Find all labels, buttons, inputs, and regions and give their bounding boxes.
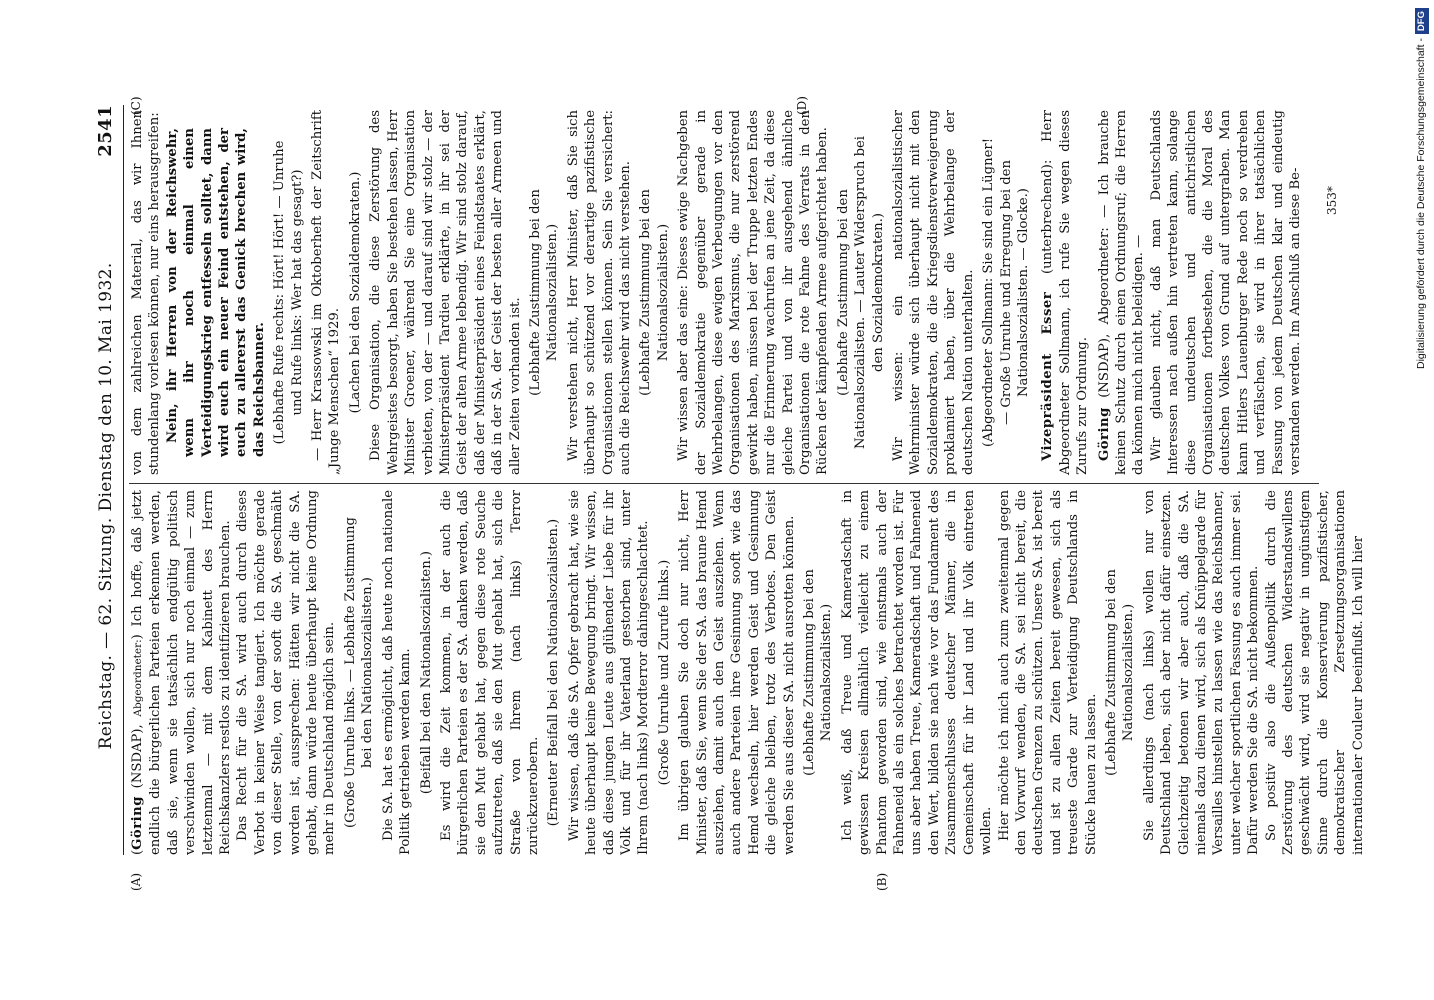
- paragraph: von dem zahlreichen Material, das wir Ihnen stundenlang vorlesen können, nur eins herausgreifen:: [130, 110, 163, 475]
- running-head-title: Reichstag. — 62. Sitzung. Dienstag den 10. Mai 1932.: [96, 262, 116, 750]
- interjection: (Beifall bei den Nationalsozialisten.): [418, 550, 434, 795]
- speaker-role: Abgeordneter:: [132, 639, 144, 717]
- interjection: (Lebhafte Zustimmung bei den Nationalsozialisten.): [638, 189, 671, 396]
- header-rule: [123, 105, 124, 855]
- paragraph: Es wird die Zeit kommen, in der auch die bürgerlichen Parteien es der SA. danken werden, daß sie den Mut gehabt hat, gegen diese rote Seuche aufzutreten, daß sie den Mut gehabt hat, sich die Straße von Ihrem (nach links) Terror zurückzuerobern.: [438, 490, 541, 855]
- footer-mark: 353*: [1325, 186, 1339, 215]
- speaker-party: (NSDAP),: [130, 724, 145, 789]
- paragraph: (Göring (NSDAP), Abgeordneter:) Ich hoffe, daß jetzt endlich die bürgerlichen Parteien erkennen werden, daß sie, wenn sie tatsächlich endgültig politisch verschwinden wollen, sich nur noch einmal — zum letztenmal — mit dem Kabinett des Herrn Reichskanzlers restlos zu identifizieren brauchen.: [130, 490, 234, 855]
- interjection: (Große Unruhe und Zurufe links.): [656, 559, 672, 786]
- paragraph-text: Ich hoffe, daß jetzt endlich die bürgerlichen Parteien erkennen werden, daß sie, wenn sie tatsächlich endgültig politisch verschwinden wollen, sich nur noch einmal — zum letztenmal — mit dem Kabinett des Herrn Reichskanzlers restlos zu identifizieren brauchen.: [130, 490, 234, 855]
- interjection: (Lebhafte Rufe rechts: Hört! Hört! — Unruhe und Rufe links: Wer hat das gesagt?): [272, 140, 305, 445]
- left-column: [129, 490, 1367, 855]
- interjection: (Erneuter Beifall bei den Nationalsozialisten.): [546, 518, 562, 827]
- running-head: [95, 105, 121, 855]
- paragraph-text: (NSDAP), Abgeordneter: — Ich brauche keinen Schutz durch einen Ordnungsruf; die Herren da können mich nicht beleidigen. —: [1096, 110, 1147, 475]
- interjection: (Große Unruhe links. — Lebhafte Zustimmung bei den Nationalsozialisten.): [342, 517, 376, 828]
- margin-marker-a: (A): [129, 872, 143, 891]
- margin-marker-b: (B): [875, 872, 889, 891]
- paragraph: Wir verstehen nicht, Herr Minister, daß Sie sich überhaupt so schützend vor derartige pazifistische Organisationen stellen können. Sein Sie versichert: auch die Reichswehr wird das nicht verstehen.: [565, 110, 633, 475]
- page-wrap: [95, 95, 1385, 895]
- interjection: (Lebhafte Zustimmung bei den Nationalsozialisten.): [527, 189, 561, 396]
- paragraph: Die SA. hat es ermöglicht, daß heute noch nationale Politik getrieben werden kann.: [380, 490, 414, 855]
- paragraph: — Herr Krassowski im Oktoberheft der Zeitschrift „Junge Menschen“ 1929.: [310, 110, 343, 475]
- margin-marker-d: (D): [795, 96, 809, 115]
- interjection: (Lebhafte Zustimmung bei den Nationalsozialisten.): [802, 569, 835, 776]
- page-number: 2541: [95, 105, 116, 157]
- quotation: Nein, ihr Herren von der Reichswehr, wenn ihr noch einmal einen Verteidigungskrieg entfesseln solltet, dann wird euch ein neuer Feind entstehen, der euch zu allererst das Genick brechen wird, das Reichsbanner.: [164, 128, 267, 457]
- paragraph: Wir glauben nicht, daß man Deutschlands Interessen nach außen hin vertreten kann, solange diese undeutschen und antichristlichen Organisationen fortbestehen, die die Moral des deutschen Volkes von Grund auf untergraben. Man kann Hitlers Lauenburger Rede noch so verdrehen und verfälschen, sie wird in ihrer tatsächlichen Fassung von jedem Deutschen klar und eindeutig verstanden werden. Im Anschluß an diese Be-: [1148, 110, 1303, 475]
- side-credit: [1414, 8, 1428, 668]
- column-divider: [129, 483, 1319, 484]
- paragraph: Wir wissen, daß die SA. Opfer gebracht hat, wie sie heute überhaupt keine Bewegung bringt. Wir wissen, daß diese jungen Leute aus glühender Liebe für ihr Volk und für ihr Vaterland gestorben sind, unter Ihrem (nach links) Mordterror dahingeschlachtet.: [566, 490, 652, 855]
- paragraph: Diese Organisation, die diese Zerstörung des Wehrgeistes besorgt, haben Sie bestehen lassen, Herr Minister Groener, während Sie eine Organisation verbieten, von der — und darauf sind wir stolz — der Ministerpräsident Tardieu erklärte, in ihr sei der Geist der alten Armee lebendig. Wir sind stolz darauf, daß der Ministerpräsident eines Feindstaates erklärt, daß in der SA. der Geist der besten aller Armeen und aller Zeiten vorhanden ist.: [368, 110, 523, 475]
- side-credit-label: Digitalisierung gefördert durch die Deutsche Forschungsgemeinschaft -: [1415, 38, 1427, 369]
- right-column: [129, 110, 1304, 475]
- interjection: (Lebhafte Zustimmung bei den Nationalsozialisten.): [1103, 569, 1137, 776]
- paragraph: Das Recht für die SA. wird auch durch dieses Verbot in keiner Weise tangiert. Ich möchte gerade von dieser Stelle, von der sooft die SA. geschmäht worden ist, aussprechen: Hätten wir nicht die SA. gehabt, dann würde heute überhaupt keine Ordnung mehr in Deutschland möglich sein.: [235, 490, 338, 855]
- margin-marker-c: (C): [129, 96, 143, 115]
- interjection: (Lachen bei den Sozialdemokraten.): [347, 171, 363, 414]
- paragraph-text: (unterbrechend): Herr Abgeordneter Sollmann, ich rufe Sie wegen dieses Zurufs zur Ordnung.: [1040, 110, 1091, 475]
- paragraph: [1039, 110, 1091, 475]
- speaker-name: Vizepräsident Esser: [1040, 291, 1056, 461]
- paragraph: Sie allerdings (nach links) wollen nur von Deutschland leben, sich aber nicht dafür einsetzen. Gleichzeitig betonen wir aber auch, daß die SA. niemals dazu dienen wird, sich als Knüppelgarde für Versailles hinstellen zu lassen wie das Reichsbanner, unter welcher sportlichen Fassung es auch immer sei. Dafür werden Sie die SA. nicht bekommen.: [1141, 490, 1262, 855]
- paragraph: Ich weiß, daß Treue und Kameradschaft in gewissen Kreisen allmählich vielleicht zu einem Phantom geworden sind, wie einstmals auch der Fahneneid als ein solches betrachtet worden ist. Für uns aber haben Treue, Kameradschaft und Fahneneid den Wert, bilden sie nach wie vor das Fundament des Zusammenschlusses deutscher Männer, die in Gemeinschaft für ihr Land und ihr Volk eintreten wollen.: [839, 490, 995, 855]
- paragraph: Hier möchte ich mich auch zum zweitenmal gegen den Vorwurf wenden, die SA. sei nicht bereit, die deutschen Grenzen zu schützen. Unsere SA. ist bereit und ist zu allen Zeiten bereit gewesen, sich als treueste Garde zur Verteidigung Deutschlands in Stücke hauen zu lassen.: [996, 490, 1099, 855]
- speaker-name: Göring: [1096, 407, 1112, 461]
- paragraph: Wir wissen: ein nationalsozialistischer Wehrminister würde sich überhaupt nicht mit den Sozialdemokraten, die die Kriegsdienstverweigerung proklamiert haben, über die Wehrbelange der deutschen Nation unterhalten.: [891, 110, 976, 475]
- paragraph: So positiv also die Außenpolitik durch die Zerstörung des deutschen Widerstandswillens geschwächt wird, wird sie negativ in ungünstigem Sinne durch die Konservierung pazifistischer, demokratischer Zersetzungsorganisationen internationaler Couleur beeinflußt. Ich will hier: [1263, 490, 1366, 855]
- interjection: (Lebhafte Zustimmung bei den Nationalsozialisten. — Lauter Widerspruch bei den Sozialdemokraten.): [835, 135, 886, 450]
- interjection: (Abgeordneter Sollmann: Sie sind ein Lügner! — Große Unruhe und Erregung bei den Nationalsozialisten. — Glocke.): [981, 138, 1031, 447]
- speaker-name: Göring: [130, 796, 145, 850]
- side-credit-text: [1414, 8, 1428, 668]
- paragraph: Wir wissen aber das eine: Dieses ewige Nachgeben der Sozialdemokratie gegenüber gerade in Wehrbelangen, diese ewigen Verbeugungen vor den Organisationen des Marxismus, die nur zerstörend gewirkt haben, müssen bei der Truppe letzten Endes nur die Erinnerung wachrufen an jene Zeit, da diese gleiche Partei und von ihr ausgehend ähnliche Organisationen die rote Fahne des Verrats in den Rücken der kämpfenden Armee aufgerichtet haben.: [676, 110, 831, 475]
- paragraph: Im übrigen glauben Sie doch nur nicht, Herr Minister, daß Sie, wenn Sie der SA. das braune Hemd ausziehen, damit auch den Geist ausziehen. Wenn auch andere Parteien ihre Gesinnung sooft wie das Hemd wechseln, hier werden Geist und Gesinnung die gleiche bleiben, trotz des Verbotes. Den Geist werden Sie aus dieser SA. nicht ausrotten können.: [677, 490, 797, 855]
- dfg-logo: DFG: [1415, 8, 1429, 34]
- document-page: [95, 95, 1385, 895]
- paragraph: [1096, 110, 1148, 475]
